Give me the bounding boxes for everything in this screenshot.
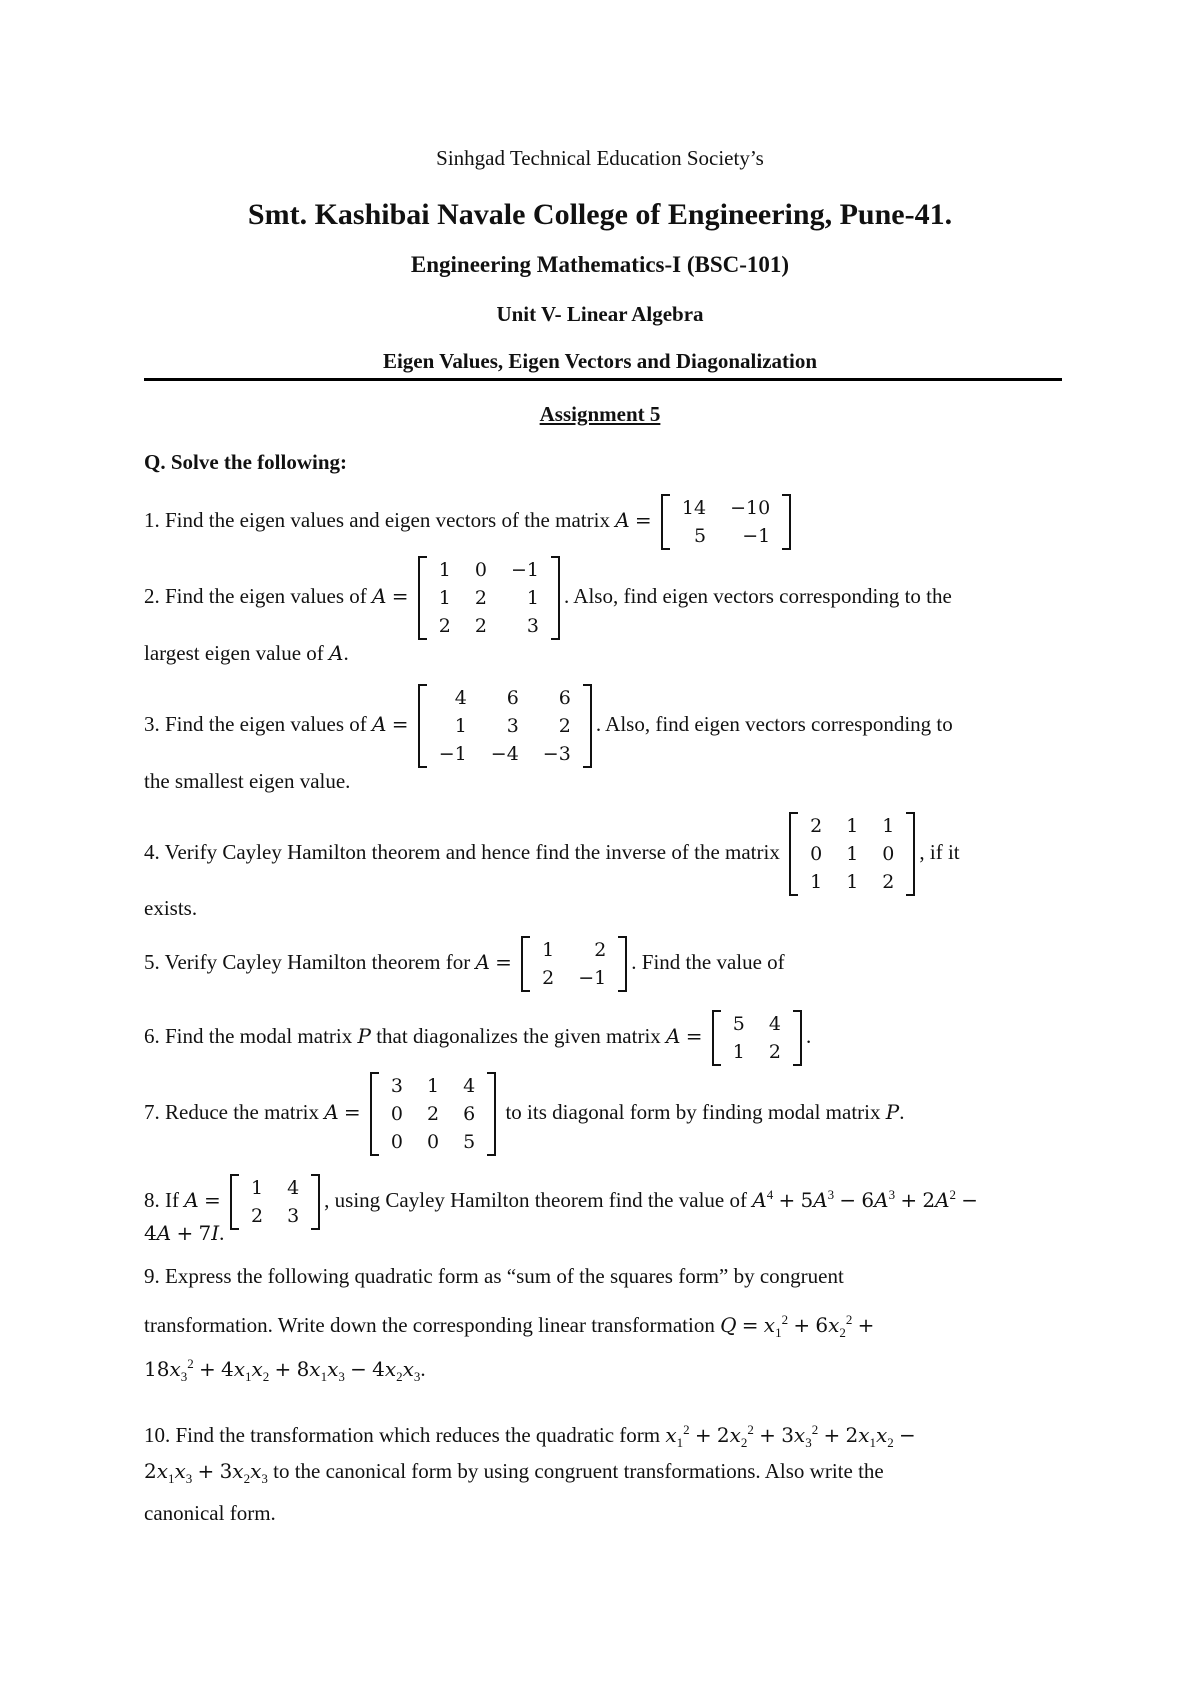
- matrix-entry: 1: [454, 715, 467, 737]
- matrix-entry: 2: [558, 715, 571, 737]
- matrix-entry: 14: [681, 497, 707, 519]
- matrix-entry: 2: [542, 967, 555, 989]
- header-divider: [144, 378, 1062, 381]
- question-5-text-cont: . Find the value of: [631, 949, 785, 974]
- question-8: 8. If A = 1 4 2 3 , using Cayley Hamilton theorem find the value of $A^4 + 5A^3 - 6A^3 + 2A^2$ −: [144, 1174, 978, 1230]
- matrix-entry: 1: [846, 871, 859, 893]
- question-10-line-3: canonical form.: [144, 1501, 276, 1525]
- question-10: 10. Find the transformation which reduces the quadratic form $x_1^2 + 2x_2^2 + 3x_3^2 + 2x_1x_2$ −: [144, 1422, 916, 1451]
- assignment-title: Assignment 5: [539, 402, 661, 426]
- matrix-entry: 1: [846, 815, 859, 837]
- matrix-entry: 0: [427, 1131, 440, 1153]
- matrix-q8: [230, 1174, 320, 1230]
- matrix-entry: 1: [846, 843, 859, 865]
- question-8-line-2: 4A + 7I.: [144, 1221, 225, 1245]
- matrix-entry: 1: [438, 559, 451, 581]
- matrix-bracket-left: [370, 1072, 379, 1156]
- question-6: 6. Find the modal matrix P that diagonalizes the given matrix A = 5 4 1 2 .: [144, 1010, 811, 1066]
- question-6-text: 6. Find the modal matrix: [144, 1023, 353, 1048]
- matrix-q7: [370, 1072, 496, 1156]
- question-4: [144, 812, 960, 896]
- matrix-entry: 1: [732, 1041, 745, 1063]
- matrix-entry: 4: [768, 1013, 781, 1035]
- matrix-bracket-right: [782, 494, 791, 550]
- matrix-entry: 1: [810, 871, 823, 893]
- question-4-text: 4. Verify Cayley Hamilton theorem and hence find the inverse of the matrix: [144, 839, 780, 864]
- question-8-text: 8. If: [144, 1187, 179, 1212]
- question-7-text-cont: to its diagonal form by finding modal matrix: [505, 1099, 881, 1124]
- matrix-entry: 2: [810, 815, 823, 837]
- matrix-bracket-right: [793, 1010, 802, 1066]
- question-3-text: 3. Find the eigen values of: [144, 711, 367, 736]
- matrix-entry: 6: [558, 687, 571, 709]
- question-6-text-cont: that diagonalizes the given matrix: [376, 1023, 661, 1048]
- matrix-entry: 0: [882, 843, 895, 865]
- matrix-bracket-right: [618, 936, 627, 992]
- question-1-text: 1. Find the eigen values and eigen vectors of the matrix: [144, 507, 610, 532]
- matrix-bracket-left: [789, 812, 798, 896]
- matrix-entry: 5: [694, 525, 707, 547]
- matrix-entry: 2: [882, 871, 895, 893]
- matrix-entry: 0: [810, 843, 823, 865]
- matrix-q4: [789, 812, 915, 896]
- question-4-text-cont: , if it: [919, 839, 960, 864]
- matrix-entry: 1: [427, 1075, 440, 1097]
- society-name: Sinhgad Technical Education Society’s: [436, 146, 764, 170]
- matrix-entry: 1: [542, 939, 555, 961]
- matrix-entry: −10: [730, 497, 771, 519]
- matrix-bracket-left: [230, 1174, 239, 1230]
- matrix-entry: 3: [526, 615, 539, 637]
- matrix-entry: 2: [768, 1041, 781, 1063]
- subject-title: Engineering Mathematics-I (BSC-101): [410, 252, 790, 277]
- matrix-bracket-right: [311, 1174, 320, 1230]
- question-9-line-3: $18x_3^2 + 4x_1x_2 + 8x_1x_3 - 4x_2x_3$.: [144, 1356, 426, 1385]
- matrix-entry: 0: [390, 1103, 404, 1125]
- question-7-text: 7. Reduce the matrix: [144, 1099, 319, 1124]
- matrix-bracket-right: [906, 812, 915, 896]
- instruction: Q. Solve the following:: [144, 450, 347, 474]
- matrix-entry: 2: [474, 587, 487, 609]
- matrix-entry: 3: [506, 715, 519, 737]
- unit-title: Unit V- Linear Algebra: [496, 302, 704, 326]
- matrix-bracket-left: [418, 684, 427, 768]
- matrix-entry: 1: [250, 1177, 264, 1199]
- matrix-entry: −1: [742, 525, 771, 547]
- matrix-entry: 0: [474, 559, 487, 581]
- question-8-text-cont: , using Cayley Hamilton theorem find the value of: [324, 1187, 747, 1212]
- matrix-bracket-right: [583, 684, 592, 768]
- matrix-entry: 6: [506, 687, 519, 709]
- question-10-text: 10. Find the transformation which reduces the quadratic form: [144, 1423, 661, 1447]
- matrix-entry: −1: [438, 743, 467, 765]
- question-9-line-2: transformation. Write down the corresponding linear transformation $Q = x_1^2 + 6x_2^2$ +: [144, 1312, 875, 1341]
- matrix-entry: 3: [390, 1075, 404, 1097]
- matrix-q6: [712, 1010, 802, 1066]
- matrix-bracket-left: [418, 556, 427, 640]
- question-9-text-cont: transformation. Write down the corresponding linear transformation: [144, 1313, 715, 1337]
- question-5: 5. Verify Cayley Hamilton theorem for A = 1 2 2 −1 . Find the value of: [144, 936, 785, 992]
- question-10-line-2: $2x_1x_3 + 3x_2x_3$ to the canonical form by using congruent transformations. Also write the: [144, 1459, 884, 1487]
- matrix-entry: 4: [454, 687, 467, 709]
- matrix-entry: 2: [594, 939, 607, 961]
- question-2-text: 2. Find the eigen values of: [144, 583, 367, 608]
- question-2-line-2: largest eigen value of A.: [144, 641, 349, 665]
- matrix-entry: 1: [526, 587, 539, 609]
- question-3-line-2: the smallest eigen value.: [144, 769, 351, 793]
- matrix-entry: 3: [287, 1205, 300, 1227]
- matrix-entry: 1: [882, 815, 895, 837]
- matrix-entry: 6: [463, 1103, 476, 1125]
- matrix-bracket-right: [487, 1072, 496, 1156]
- topic-title: Eigen Values, Eigen Vectors and Diagonalization: [382, 349, 818, 373]
- matrix-entry: 2: [474, 615, 487, 637]
- question-3-text-cont: . Also, find eigen vectors corresponding to: [595, 711, 953, 736]
- matrix-bracket-left: [712, 1010, 721, 1066]
- matrix-entry: 2: [250, 1205, 264, 1227]
- matrix-entry: −1: [510, 559, 539, 581]
- matrix-q1: [661, 494, 791, 550]
- question-2-text-end: largest eigen value of: [144, 641, 324, 665]
- matrix-q2: [418, 556, 560, 640]
- matrix-entry: 4: [463, 1075, 476, 1097]
- question-2-text-cont: . Also, find eigen vectors corresponding to the: [563, 583, 952, 608]
- matrix-bracket-left: [521, 936, 530, 992]
- matrix-bracket-right: [551, 556, 560, 640]
- question-1: 1. Find the eigen values and eigen vectors of the matrix A = 14 −10 5 −1: [144, 494, 795, 550]
- matrix-entry: −1: [578, 967, 607, 989]
- question-10-text-cont: to the canonical form by using congruent transformations. Also write the: [273, 1459, 884, 1483]
- question-7: 7. Reduce the matrix A = 3 1 4 0 2 6 0 0 5 to its diagonal form by finding modal matrix P.: [144, 1072, 904, 1156]
- question-2: 2. Find the eigen values of A = 1 0 −1 1 2 1 2 2 3 . Also, find eigen vectors corresponding to the: [144, 556, 952, 640]
- matrix-q5: [521, 936, 627, 992]
- matrix-entry: 2: [438, 615, 451, 637]
- question-3: 3. Find the eigen values of A = 4 6 6 1 3 2 −1 −4 −3 . Also, find eigen vectors corresponding to: [144, 684, 953, 768]
- college-name: Smt. Kashibai Navale College of Engineering, Pune-41.: [247, 198, 953, 231]
- matrix-q3: [418, 684, 592, 768]
- matrix-entry: 5: [732, 1013, 745, 1035]
- question-9: 9. Express the following quadratic form as “sum of the squares form” by congruent: [144, 1264, 844, 1288]
- matrix-entry: −3: [542, 743, 571, 765]
- question-5-text: 5. Verify Cayley Hamilton theorem for: [144, 949, 471, 974]
- matrix-entry: −4: [490, 743, 519, 765]
- matrix-bracket-left: [661, 494, 670, 550]
- matrix-entry: 1: [438, 587, 451, 609]
- matrix-entry: 0: [390, 1131, 404, 1153]
- question-4-line-2: exists.: [144, 896, 198, 920]
- matrix-entry: 2: [427, 1103, 440, 1125]
- matrix-entry: 4: [287, 1177, 300, 1199]
- matrix-entry: 5: [463, 1131, 476, 1153]
